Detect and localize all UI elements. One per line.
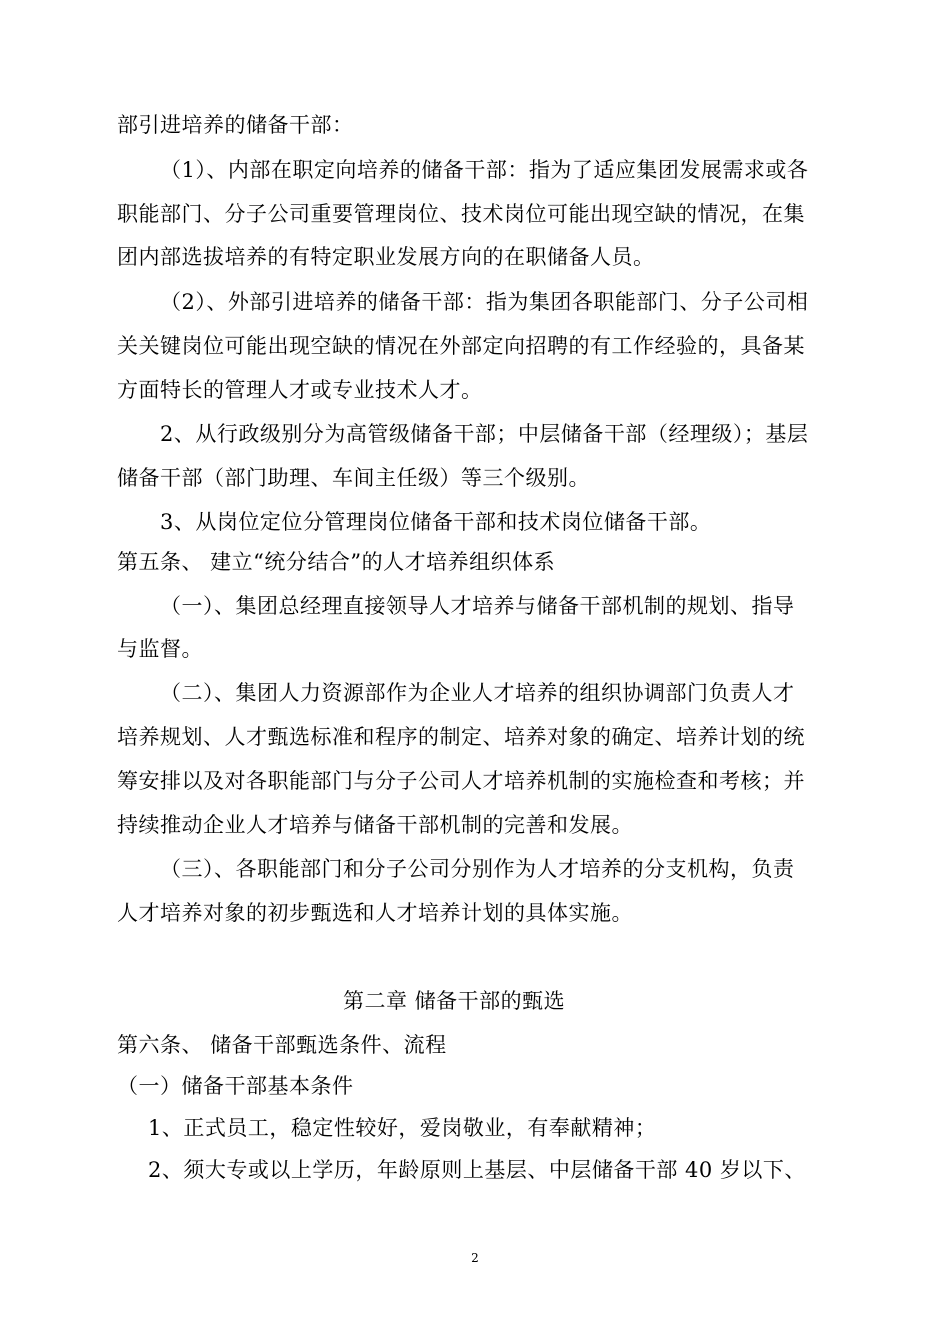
page-number: 2: [471, 1251, 479, 1265]
text-line: （1）、内部在职定向培养的储备干部：指为了适应集团发展需求或各: [160, 158, 809, 182]
text-line: （三）、各职能部门和分子公司分别作为人才培养的分支机构，负责: [160, 857, 795, 881]
text-line: 部引进培养的储备干部：: [117, 113, 354, 137]
text-line: 与监督。: [117, 637, 203, 661]
text-line: 3、从岗位定位分管理岗位储备干部和技术岗位储备干部。: [160, 510, 712, 534]
text-line: 1、正式员工，稳定性较好，爱岗敬业，有奉献精神；: [148, 1116, 657, 1140]
text-line: 筹安排以及对各职能部门与分子公司人才培养机制的实施检查和考核；并: [117, 769, 805, 793]
text-line: 关关键岗位可能出现空缺的情况在外部定向招聘的有工作经验的，具备某: [117, 334, 805, 358]
text-line: 2、须大专或以上学历，年龄原则上基层、中层储备干部 40 岁以下、: [148, 1158, 806, 1182]
section-heading: 第六条、 储备干部甄选条件、流程: [117, 1033, 447, 1057]
text-line: 持续推动企业人才培养与储备干部机制的完善和发展。: [117, 813, 633, 837]
text-line: （二）、集团人力资源部作为企业人才培养的组织协调部门负责人才: [160, 681, 795, 705]
text-line: （2）、外部引进培养的储备干部：指为集团各职能部门、分子公司相: [160, 290, 809, 314]
text-line: 培养规划、人才甄选标准和程序的制定、培养对象的确定、培养计划的统: [117, 725, 805, 749]
text-line: 人才培养对象的初步甄选和人才培养计划的具体实施。: [117, 901, 633, 925]
section-heading: 第五条、 建立“统分结合”的人才培养组织体系: [117, 550, 556, 574]
text-line: 储备干部（部门助理、车间主任级）等三个级别。: [117, 466, 590, 490]
subsection-heading: （一）储备干部基本条件: [117, 1074, 354, 1098]
text-line: 团内部选拔培养的有特定职业发展方向的在职储备人员。: [117, 245, 655, 269]
text-line: 2、从行政级别分为高管级储备干部；中层储备干部（经理级）；基层: [160, 422, 809, 446]
text-line: 方面特长的管理人才或专业技术人才。: [117, 378, 483, 402]
text-line: 职能部门、分子公司重要管理岗位、技术岗位可能出现空缺的情况，在集: [117, 202, 805, 226]
chapter-title: 第二章 储备干部的甄选: [343, 989, 566, 1013]
text-line: （一）、集团总经理直接领导人才培养与储备干部机制的规划、指导: [160, 594, 795, 618]
